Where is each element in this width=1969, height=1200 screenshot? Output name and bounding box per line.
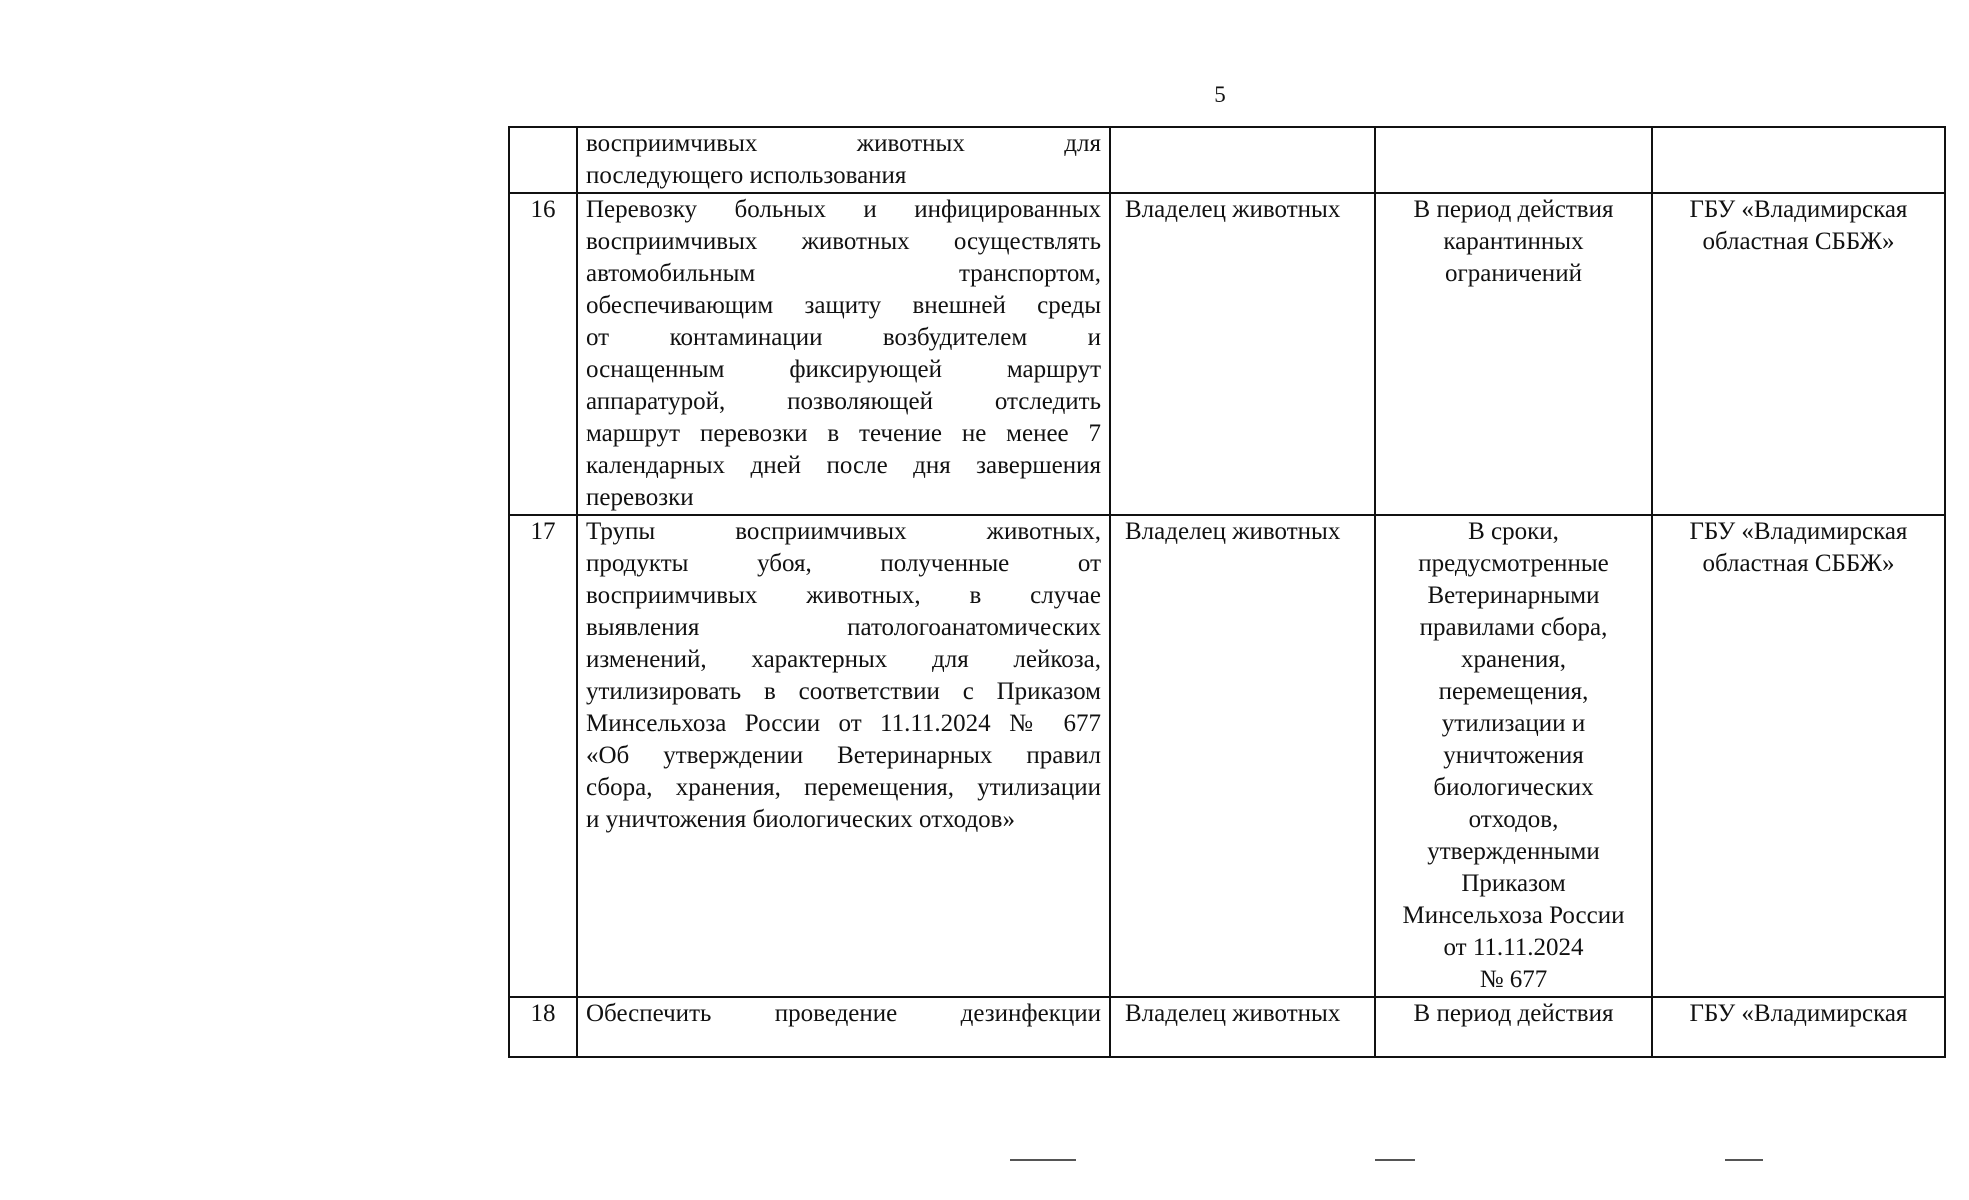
org-line: областная СББЖ» [1702,550,1895,577]
row-number-cell [509,127,577,193]
owner-cell: Владелец животных [1110,193,1375,515]
term-line: предусмотренные [1418,550,1609,577]
measure-cell [577,127,1110,193]
measure-line: восприимчивых животных для [586,130,1101,157]
term-line: В период действия [1413,1000,1614,1027]
row-number-cell: 16 [509,193,577,515]
term-line: биологических [1433,774,1594,801]
term-line: утилизации и [1441,710,1586,737]
term-line: карантинных [1443,228,1584,255]
measure-line: от контаминации возбудителем и [586,324,1101,351]
measure-line: календарных дней после дня завершения [586,452,1101,479]
owner-cell [1110,127,1375,193]
org-cell [1652,193,1945,515]
org-line: ГБУ «Владимирская [1689,196,1908,223]
measure-line: оснащенным фиксирующей маршрут [586,356,1101,383]
org-cell [1652,515,1945,997]
org-cell [1652,997,1945,1057]
measure-line: Минсельхоза России от 11.11.2024 № 677 [586,710,1101,737]
measure-line: Обеспечить проведение дезинфекции [586,1000,1101,1027]
measure-line: сбора, хранения, перемещения, утилизации [586,774,1101,801]
table-row-16 [509,193,1945,515]
term-line: ограничений [1445,260,1582,287]
measure-line: аппаратурой, позволяющей отследить [586,388,1101,415]
table-row-continuation [509,127,1945,193]
measure-line: утилизировать в соответствии с Приказом [586,678,1101,705]
term-line: правилами сбора, [1419,614,1608,641]
term-line: от 11.11.2024 [1443,934,1584,961]
term-line: хранения, [1460,646,1567,673]
owner-cell: Владелец животных [1110,515,1375,997]
measure-line: «Об утверждении Ветеринарных правил [586,742,1101,769]
term-line: В сроки, [1468,518,1559,545]
term-cell [1375,127,1652,193]
org-cell [1652,127,1945,193]
owner-cell: Владелец животных [1110,997,1375,1057]
term-line: № 677 [1479,966,1548,993]
term-cell [1375,515,1652,997]
measure-cell [577,997,1110,1057]
term-cell [1375,193,1652,515]
measure-line: и уничтожения биологических отходов» [586,806,1015,833]
table-row-18 [509,997,1945,1057]
measure-line: Перевозку больных и инфицированных [586,196,1101,223]
term-line: уничтожения [1443,742,1584,769]
measure-line: маршрут перевозки в течение не менее 7 [586,420,1101,447]
term-line: Приказом [1461,870,1566,897]
measure-cell [577,515,1110,997]
org-line: областная СББЖ» [1702,228,1895,255]
org-line: ГБУ «Владимирская [1689,1000,1908,1027]
measure-line: восприимчивых животных, в случае [586,582,1101,609]
row-number-cell: 18 [509,997,577,1057]
measure-line: последующего использования [586,162,907,189]
org-line: ГБУ «Владимирская [1689,518,1908,545]
measure-line: выявления патологоанатомических [586,614,1101,641]
term-line: перемещения, [1438,678,1589,705]
term-line: Ветеринарными [1427,582,1600,609]
term-line: отходов, [1468,806,1559,833]
scan-mark [1725,1159,1763,1161]
measure-line: изменений, характерных для лейкоза, [586,646,1101,673]
measure-line: восприимчивых животных осуществлять [586,228,1101,255]
term-line: Минсельхоза России [1402,902,1625,929]
measure-line: перевозки [586,484,694,511]
scan-mark [1375,1159,1415,1161]
measure-line: продукты убоя, полученные от [586,550,1101,577]
measure-line: Трупы восприимчивых животных, [586,518,1101,545]
page-number: 5 [1214,82,1226,107]
measure-line: обеспечивающим защиту внешней среды [586,292,1101,319]
scan-mark [1010,1159,1076,1161]
term-cell [1375,997,1652,1057]
term-line: В период действия [1413,196,1614,223]
measure-line: автомобильным транспортом, [586,260,1101,287]
measures-table [508,126,1946,1058]
term-line: утвержденными [1427,838,1600,865]
measure-cell [577,193,1110,515]
table-row-17 [509,515,1945,997]
row-number-cell: 17 [509,515,577,997]
